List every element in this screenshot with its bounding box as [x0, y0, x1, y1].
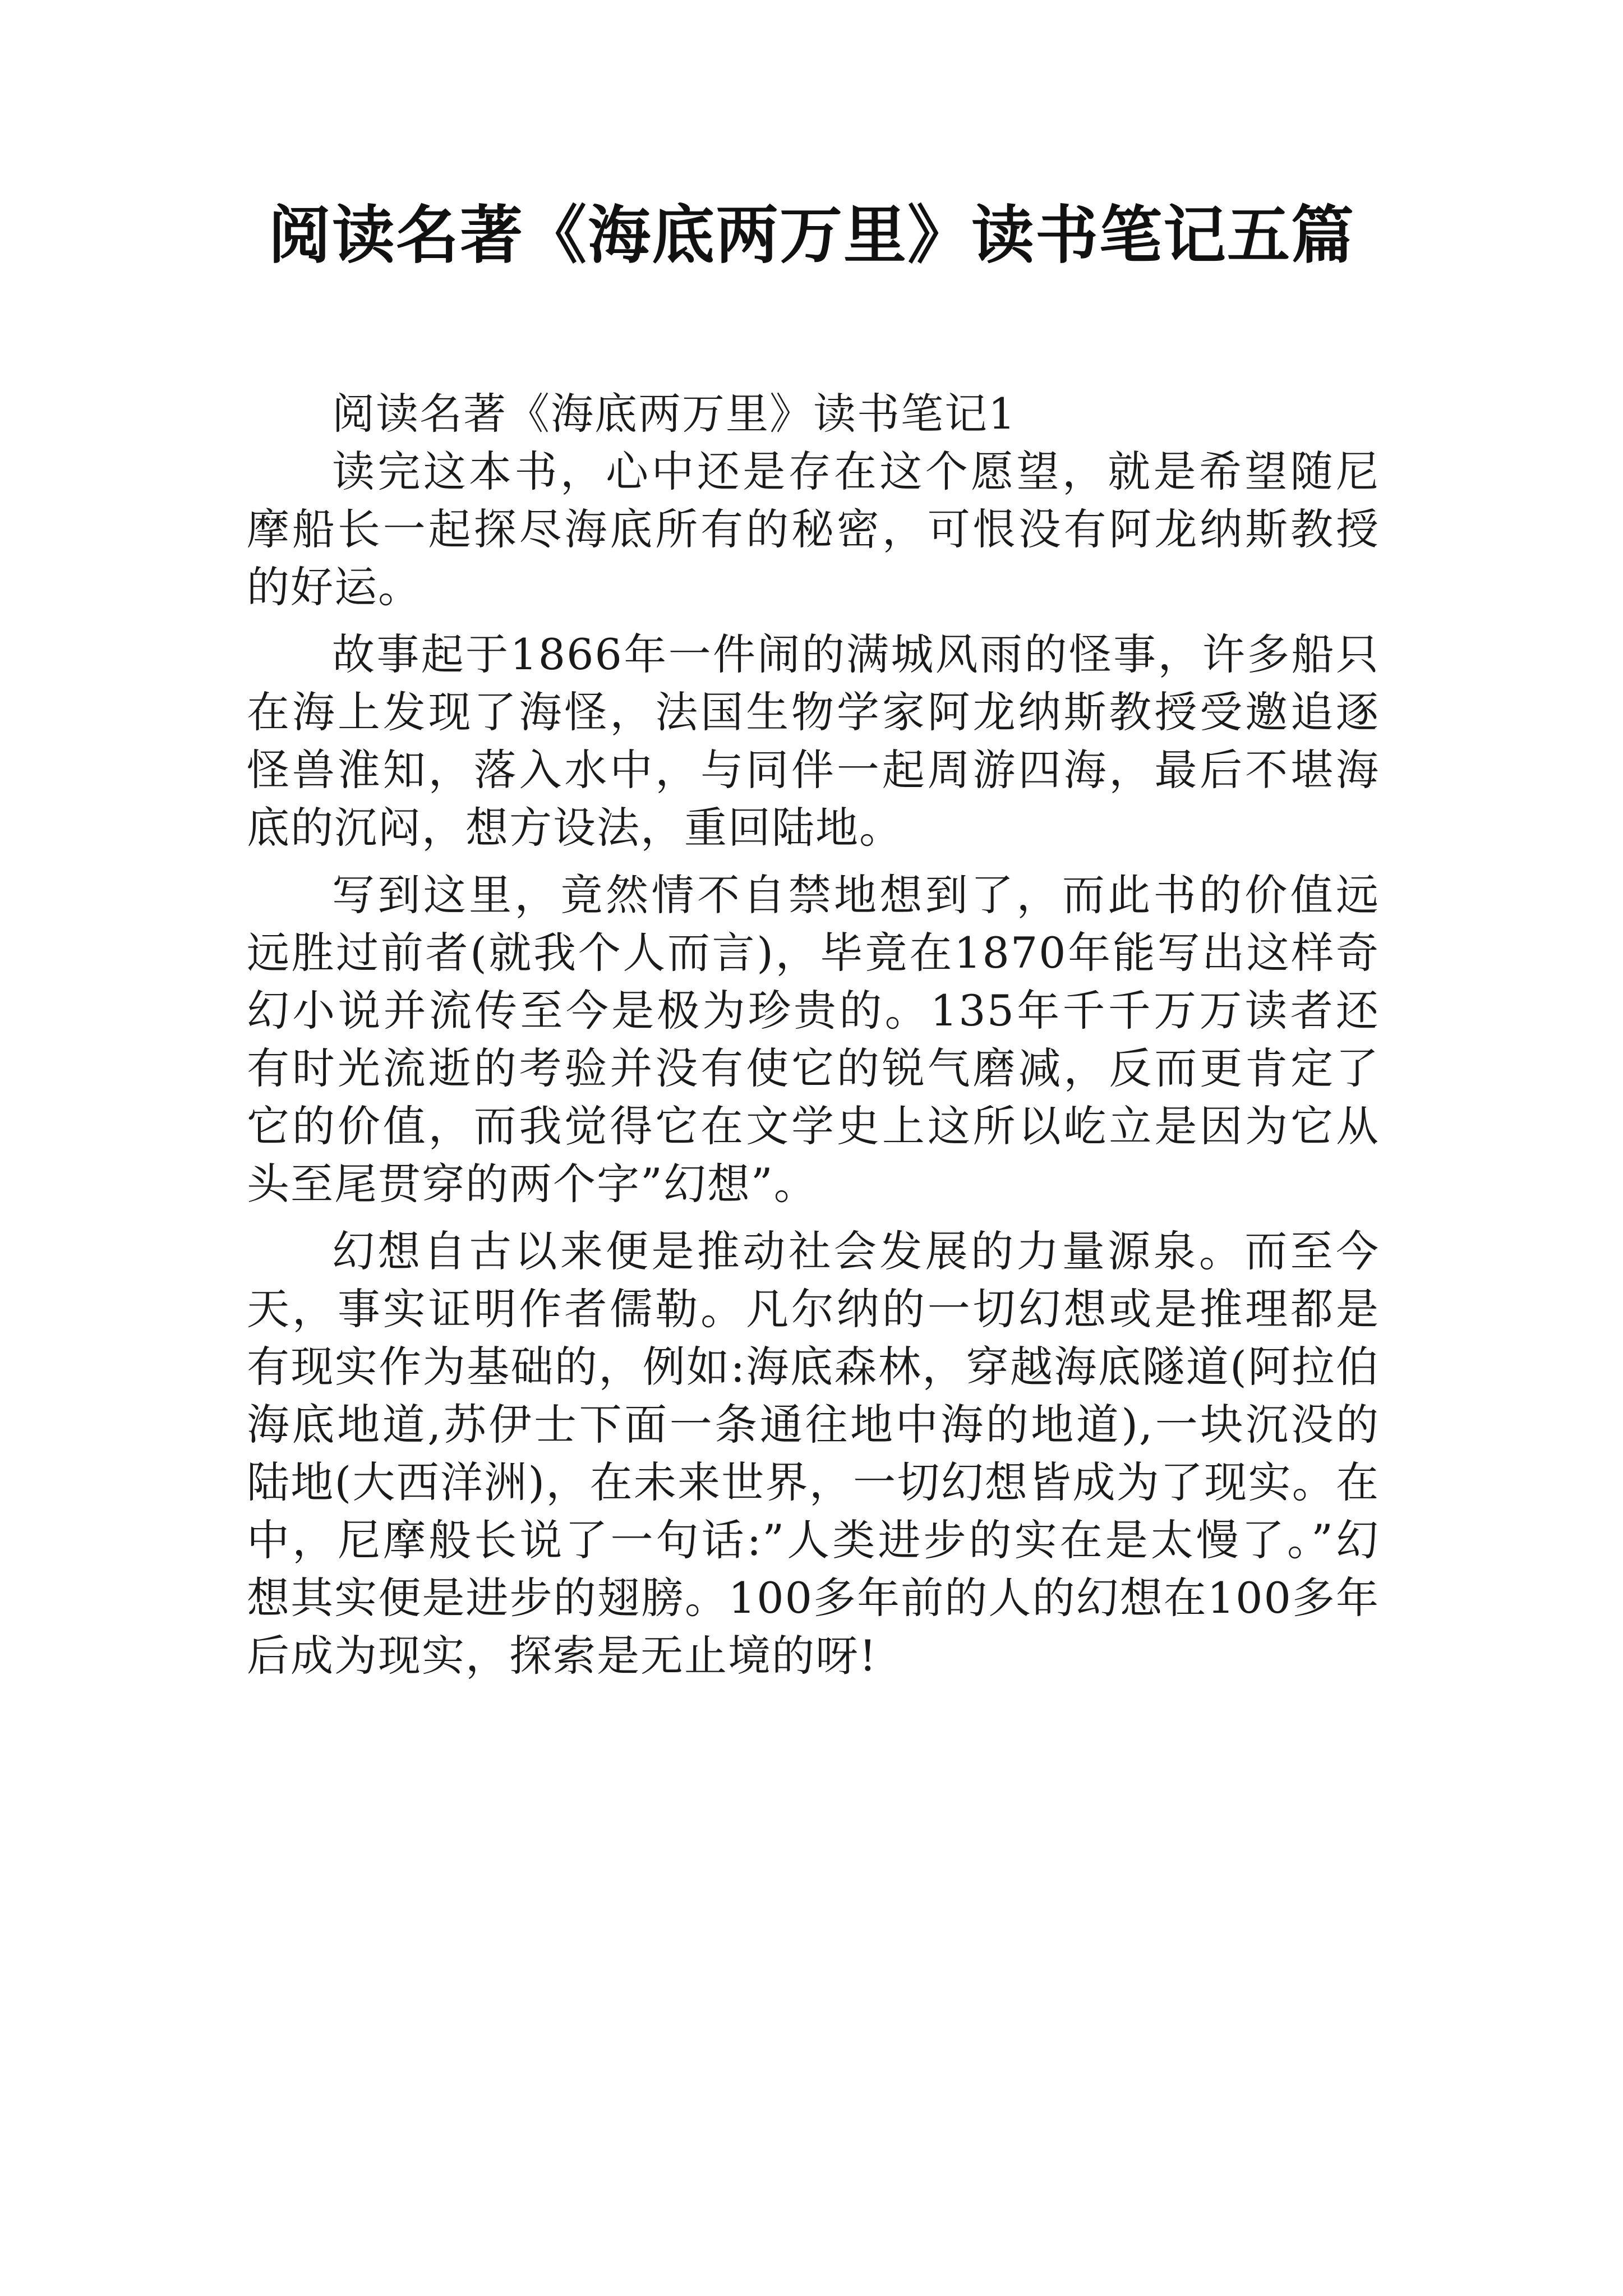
page-title: 阅读名著《海底两万里》读书笔记五篇 — [268, 199, 1355, 272]
body-paragraph-3: 写到这里，竟然情不自禁地想到了，而此书的价值远远胜过前者(就我个人而言)，毕竟在1870年能写出这样奇幻小说并流传至今是极为珍贵的。135年千千万万读者还有时光流逝的考验并没有使它的锐气磨减，反而更肯定了它的价值，而我觉得它在文学史上这所以屹立是因为它从头至尾贯穿的两个字”幻想”。 — [247, 870, 1380, 1209]
document-body — [247, 385, 1380, 1685]
body-paragraph-2: 故事起于1866年一件闹的满城风雨的怪事，许多船只在海上发现了海怪，法国生物学家阿龙纳斯教授受邀追逐怪兽淮知，落入水中，与同伴一起周游四海，最后不堪海底的沉闷，想方设法，重回陆地。 — [247, 629, 1380, 853]
body-paragraph-1: 读完这本书，心中还是存在这个愿望，就是希望随尼摩船长一起探尽海底所有的秘密，可恨没有阿龙纳斯教授的好运。 — [247, 447, 1380, 612]
body-paragraph-4: 幻想自古以来便是推动社会发展的力量源泉。而至今天，事实证明作者儒勒。凡尔纳的一切幻想或是推理都是有现实作为基础的，例如:海底森林，穿越海底隧道(阿拉伯海底地道,苏伊士下面一条通往地中海的地道),一块沉没的陆地(大西洋洲)，在未来世界，一切幻想皆成为了现实。在中，尼摩般长说了一句话:”人类进步的实在是太慢了。”幻想其实便是进步的翅膀。100多年前的人的幻想在100多年后成为现实，探索是无止境的呀! — [247, 1226, 1380, 1681]
section-heading: 阅读名著《海底两万里》读书笔记1 — [332, 389, 1017, 439]
